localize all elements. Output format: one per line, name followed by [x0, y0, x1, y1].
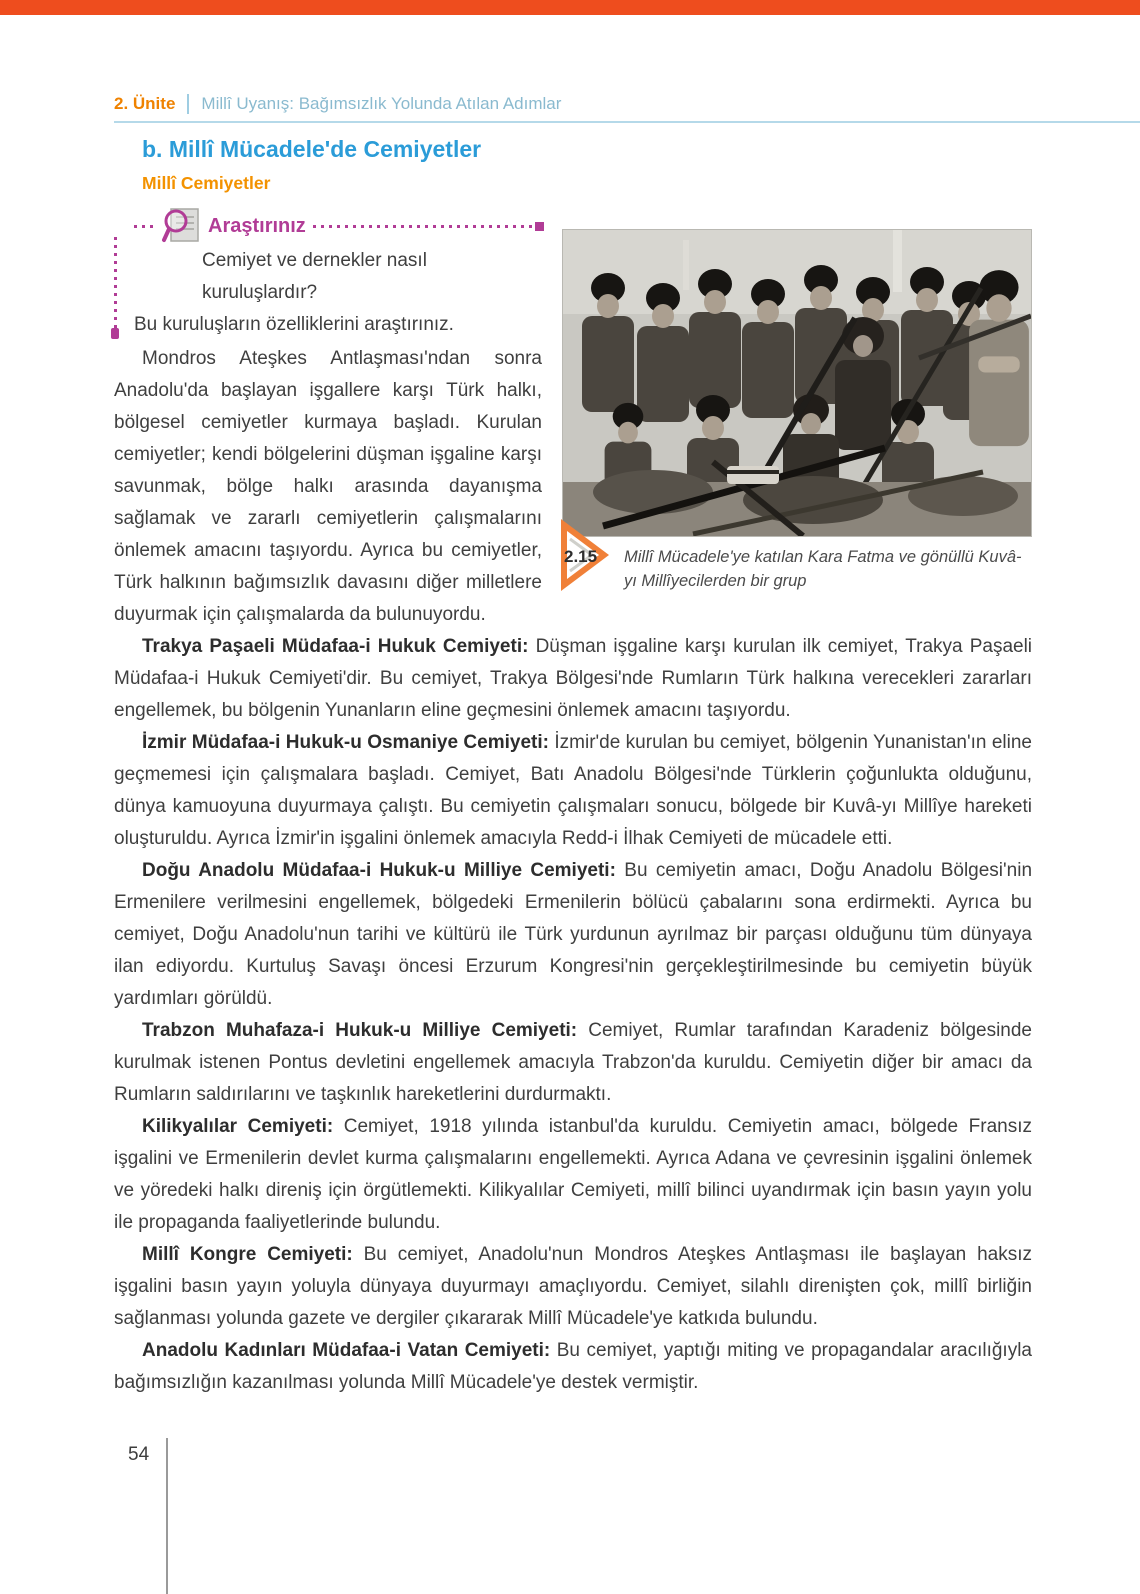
footer-vertical-rule [166, 1438, 168, 1594]
paragraph-body: İzmir'de kurulan bu cemiyet, bölgenin Yunanistan'ın eline geçmemesi için çalışmalara başladı. Cemiyet, Batı Anadolu Bölgesi'nde Türklerin çoğunlukta olduğunu, dünya kamuoyuna duyurmaya çalıştı. Bu cemiyetin çalışmaları sonucu, bölgede bir Kuvâ-yı Millîye hareketi oluşturuldu. Ayrıca İzmir'in işgalini önlemek amacıyla Redd-i İlhak Cemiyeti de mücadele etti. [114, 732, 1033, 849]
paragraph-heading: İzmir Müdafaa-i Hukuk-u Osmaniye Cemiyeti: [142, 732, 549, 753]
section-title: b. Millî Mücadele'de Cemiyetler [142, 136, 482, 162]
page-top-accent-bar [0, 0, 1140, 15]
research-activity-box [114, 207, 560, 341]
research-question-line2: Bu kuruluşların özelliklerini araştırınız. [134, 314, 454, 335]
magnifier-document-icon [161, 207, 201, 245]
paragraph-body: Cemiyet, 1918 yılında istanbul'da kuruldu. Cemiyetin amacı, bölgede Fransız işgalini ve Ermenilerin devlet kurma çalışmalarını engellemekti. Ayrıca Adana ve çevresinin işgalini önlemek ve yöredeki halkı direniş için örgütlemekti. Kilikyalılar Cemiyeti, millî bilinci uyandırmak için basın yayın yolu ile propaganda faaliyetlerinde bulundu. [114, 1116, 1032, 1233]
unit-label: 2. Ünite [114, 94, 176, 113]
photo-illustration [563, 230, 1031, 536]
paragraph-body: Bu cemiyetin amacı, Doğu Anadolu Bölgesi'nin Ermenilere verilmesini engellemek, bölgedeki Ermenilerin bölücü çabalarını sona erdirmekti. Ayrıca bu cemiyet, Doğu Anadolu'nun tarihi ve kültürü ile Türk yurdunun ayrılmaz bir parçası olduğunu tüm dünyaya ilan ediyordu. Kurtuluş Savaşı öncesi Erzurum Kongresi'nin gerçekleştirilmesinde bu cemiyetin büyük yardımları görüldü. [114, 860, 1033, 1009]
figure-caption [562, 539, 1032, 601]
page-content [114, 94, 1032, 1399]
intro-paragraph: Mondros Ateşkes Antlaşması'ndan sonra Anadolu'da başlayan işgallere karşı Türk halkı, bölgesel cemiyetler kurmaya başladı. Kurulan cemiyetler; kendi bölgelerini düşman işgaline karşı savunmak, bölge halkı arasında dayanışma sağlamak ve zararlı cemiyetlerin çalışmalarını önlemek amacını taşıyordu. Ayrıca bu cemiyetler, Türk halkının bağımsızlık davasını diğer milletlere duyurmak için çalışmalarda da bulunuyordu. [114, 348, 542, 625]
main-flow [114, 207, 1032, 1399]
paragraph-body: Bu cemiyet, Anadolu'nun Mondros Ateşkes Antlaşması ile başlayan haksız işgalini basın yayın yoluyla dünyaya duyurmayı amaçlıyordu. Cemiyet, silahlı direnişten çok, millî birliğin sağlanması yolunda gazete ve dergiler çıkararak Millî Mücadele'ye katkıda bulundu. [114, 1244, 1033, 1329]
paragraph-anadolu-kadinlari [114, 1335, 1032, 1399]
research-header [134, 207, 542, 245]
header-divider [187, 94, 189, 114]
paragraph-kilikyalilar [114, 1111, 1032, 1239]
page-number: 54 [128, 1444, 150, 1465]
paragraph-heading: Millî Kongre Cemiyeti: [142, 1244, 353, 1265]
paragraph-heading: Anadolu Kadınları Müdafaa-i Vatan Cemiyeti: [142, 1340, 551, 1361]
paragraph-trakya [114, 631, 1032, 727]
paragraph-body: Düşman işgaline karşı kurulan ilk cemiyet, Trakya Paşaeli Müdafaa-i Hukuk Cemiyeti'dir. Bu cemiyet, Trakya Bölgesi'nde Rumların Türk halkına verecekleri zararları engellemek, bu bölgenin Yunanların eline geçmesini önlemek amacını taşıyordu. [114, 636, 1033, 721]
unit-header [114, 94, 1140, 123]
research-box-dotted-border [114, 237, 117, 335]
paragraph-body: Bu cemiyet, yaptığı miting ve propagandalar aracılığıyla bağımsızlığın kazanılması yolunda Millî Mücadele'ye destek vermiştir. [114, 1340, 1033, 1393]
paragraph-heading: Kilikyalılar Cemiyeti: [142, 1116, 334, 1137]
figure-number: 2.15 [564, 547, 598, 566]
research-question-line1: Cemiyet ve dernekler nasıl kuruluşlardır? [202, 250, 427, 303]
research-title: Araştırınız [208, 214, 306, 237]
dotted-line-lead [134, 225, 154, 228]
paragraph-trabzon [114, 1015, 1032, 1111]
figure-caption-text: Millî Mücadele'ye katılan Kara Fatma ve gönüllü Kuvâ-yı Millîyecilerden bir grup [624, 548, 1022, 590]
paragraph-milli-kongre [114, 1239, 1032, 1335]
figure-kara-fatma [562, 229, 1032, 601]
paragraph-heading: Trakya Paşaeli Müdafaa-i Hukuk Cemiyeti: [142, 636, 529, 657]
paragraph-heading: Trabzon Muhafaza-i Hukuk-u Milliye Cemiyeti: [142, 1020, 578, 1041]
unit-title: Millî Uyanış: Bağımsızlık Yolunda Atılan Adımlar [201, 94, 562, 113]
section-subtitle: Millî Cemiyetler [142, 173, 271, 193]
paragraph-body: Cemiyet, Rumlar tarafından Karadeniz bölgesinde kurulmak istenen Pontus devletini engellemek amacıyla Trabzon'da kuruldu. Cemiyetin diğer bir amacı da Rumların saldırılarını ve taşkınlık hareketlerini durdurmaktı. [114, 1020, 1032, 1105]
historical-photo [562, 229, 1032, 537]
paragraph-heading: Doğu Anadolu Müdafaa-i Hukuk-u Milliye Cemiyeti: [142, 860, 616, 881]
paragraph-izmir [114, 727, 1032, 855]
paragraph-dogu-anadolu [114, 855, 1032, 1015]
dotted-line-trail [313, 225, 542, 228]
